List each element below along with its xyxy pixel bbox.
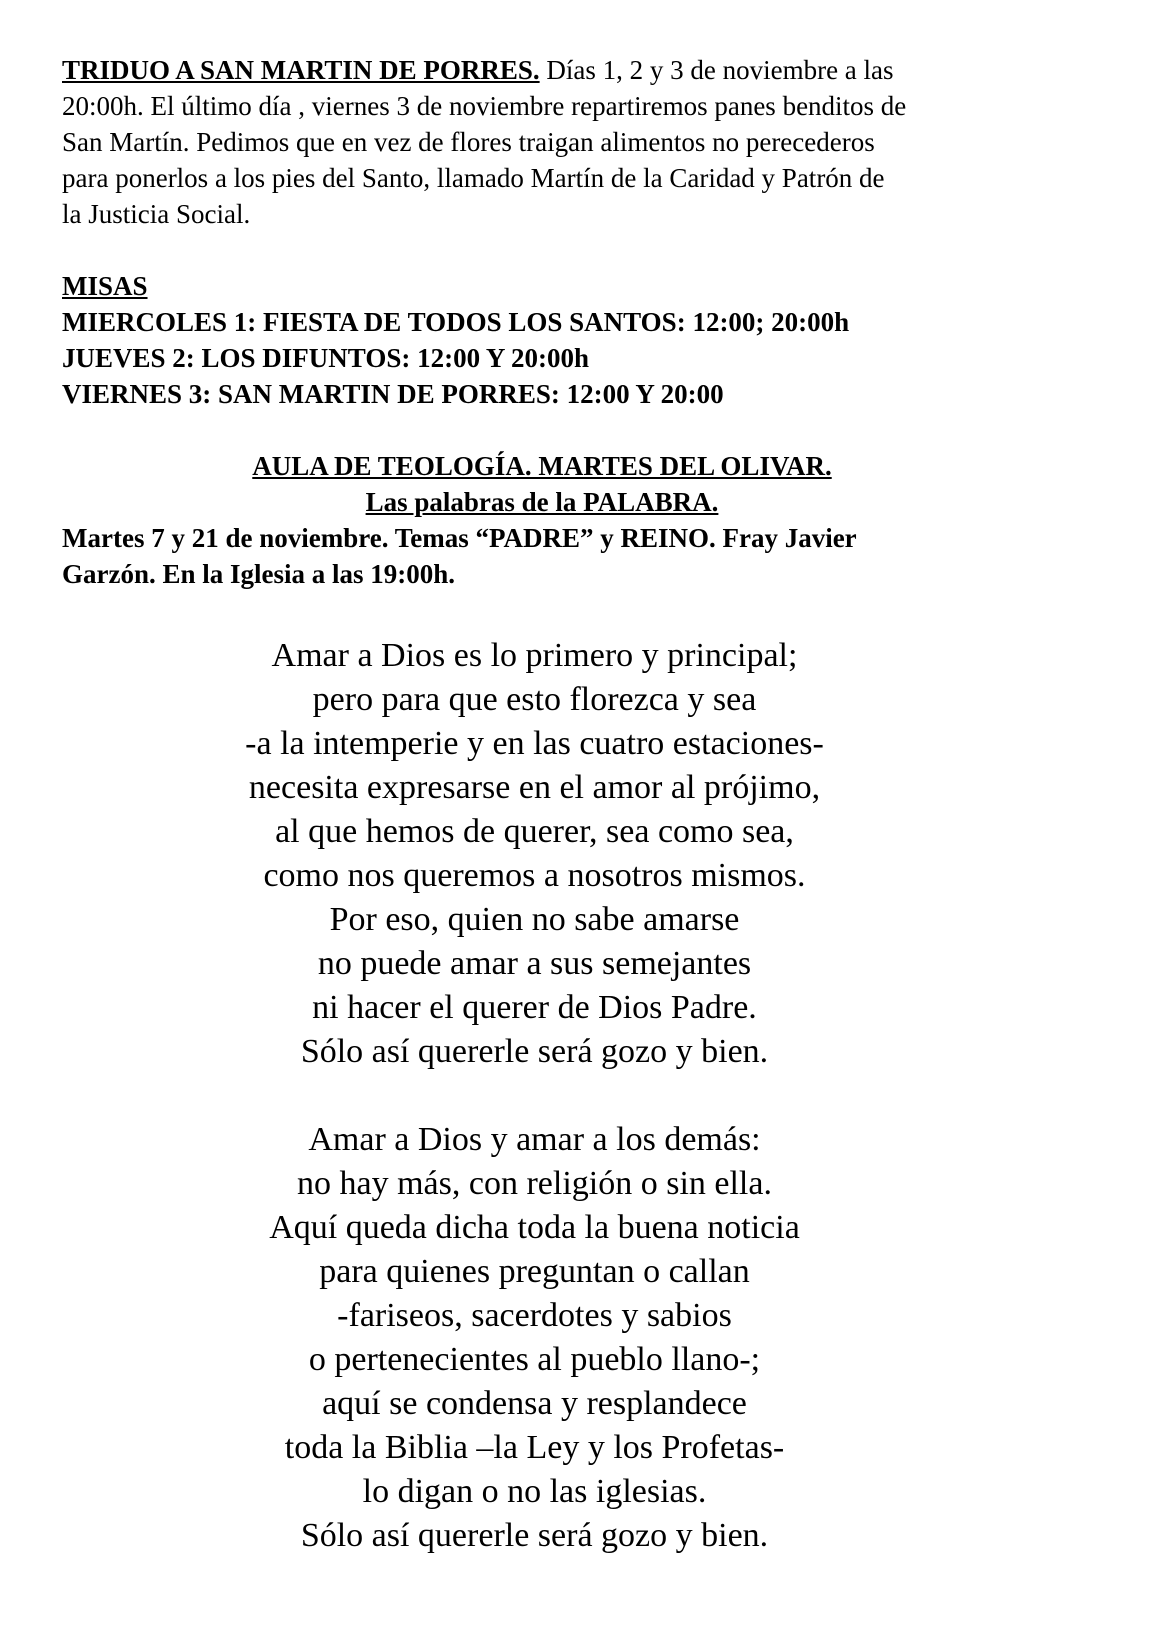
poem-line: no puede amar a sus semejantes [317,945,752,982]
aula-details [62,520,1062,592]
triduo-text-line: Días 1, 2 y 3 de noviembre a las [539,55,894,85]
misas-section [62,268,1062,412]
poem-line: Sólo así quererle será gozo y bien. [300,1033,769,1070]
document-page [62,52,1062,1558]
poem-line: ni hacer el querer de Dios Padre. [312,989,757,1026]
triduo-text-line: San Martín. Pedimos que en vez de flores traigan alimentos no perecederos [62,127,875,157]
triduo-paragraph [62,52,1062,232]
poem-line: Amar a Dios es lo primero y principal; [271,637,798,674]
triduo-text-line: 20:00h. El último día , viernes 3 de noviembre repartiremos panes benditos de [62,91,907,121]
poem-line: Sólo así quererle será gozo y bien. [300,1517,769,1554]
aula-heading-block [62,448,1022,520]
poem-line: toda la Biblia –la Ley y los Profetas- [284,1429,785,1466]
poem-line: o pertenecientes al pueblo llano-; [308,1341,761,1378]
misas-line: VIERNES 3: SAN MARTIN DE PORRES: 12:00 Y 20:00 [62,379,724,409]
triduo-text-line: para ponerlos a los pies del Santo, llamado Martín de la Caridad y Patrón de [62,163,885,193]
aula-detail-line: Martes 7 y 21 de noviembre. Temas “PADRE” y REINO. Fray Javier [62,523,857,553]
poem-line: lo digan o no las iglesias. [362,1473,707,1510]
misas-line: MIERCOLES 1: FIESTA DE TODOS LOS SANTOS: 12:00; 20:00h [62,307,850,337]
triduo-text-line: la Justicia Social. [62,199,251,229]
poem-line: Aquí queda dicha toda la buena noticia [269,1209,800,1246]
poem-line: no hay más, con religión o sin ella. [297,1165,772,1202]
poem-line: para quienes preguntan o callan [319,1253,750,1290]
poem-line: -a la intemperie y en las cuatro estaciones- [245,725,824,762]
aula-detail-line: Garzón. En la Iglesia a las 19:00h. [62,559,456,589]
poem-line: como nos queremos a nosotros mismos. [263,857,806,894]
aula-subtitle: Las palabras de la PALABRA. [365,487,719,517]
triduo-heading: TRIDUO A SAN MARTIN DE PORRES. [62,55,540,85]
misas-line: JUEVES 2: LOS DIFUNTOS: 12:00 Y 20:00h [62,343,590,373]
poem-stanza-1 [62,634,1007,1074]
poem-line: pero para que esto florezca y sea [312,681,757,718]
poem-line: Por eso, quien no sabe amarse [329,901,740,938]
aula-title: AULA DE TEOLOGÍA. MARTES DEL OLIVAR. [252,451,832,481]
poem-stanza-2 [62,1118,1007,1558]
misas-heading: MISAS [62,271,148,301]
poem-line: aquí se condensa y resplandece [322,1385,747,1422]
poem-line: -fariseos, sacerdotes y sabios [337,1297,732,1334]
poem-line: al que hemos de querer, sea como sea, [275,813,794,850]
poem-line: Amar a Dios y amar a los demás: [308,1121,761,1158]
poem-line: necesita expresarse en el amor al prójimo, [248,769,821,806]
